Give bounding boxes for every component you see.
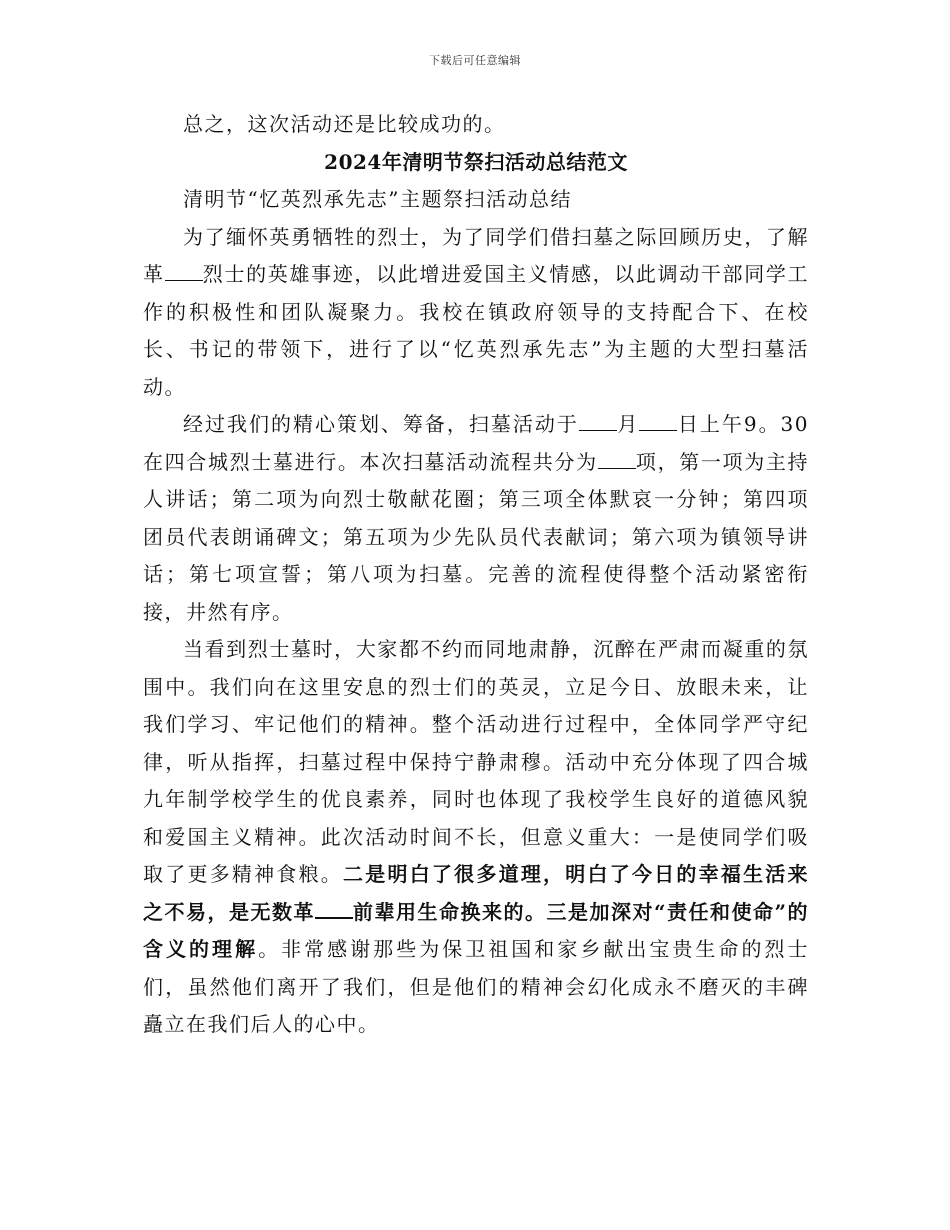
document-subtitle: 清明节“忆英烈承先志”主题祭扫活动总结 [183,187,572,211]
paragraph-3-bold-b: 前辈用生命换来的。三是加深对“责任和使命”的含义的理解 [143,899,810,961]
paragraph-1 [143,219,809,407]
paragraph-3-part-c: 。非常感谢那些为保卫祖国和家乡献出宝贵生命的烈士们，虽然他们离开了我们，但是他们的精神会幻化成永不磨灭的丰碑矗立在我们后人的心中。 [143,937,810,1036]
blank-field [165,262,203,281]
paragraph-2-part-c: 日上午9。30在四合城烈士墓进行。本次扫墓活动流程共分为 [143,412,810,474]
document-body [143,106,809,1044]
paragraph-2-part-b: 月 [616,412,640,436]
paragraph-3 [143,631,809,1044]
paragraph-1-part-b: 烈士的英雄事迹，以此增进爱国主义情感，以此调动干部同学工作的积极性和团队凝聚力。我校在镇政府领导的支持配合下、在校长、书记的带领下，进行了以“忆英烈承先志”为主题的大型扫墓活动。 [143,262,810,399]
blank-field-bold [315,899,353,919]
paragraph-2-part-a: 经过我们的精心策划、筹备，扫墓活动于 [183,412,579,436]
blank-day [639,412,677,431]
closing-line: 总之，这次活动还是比较成功的。 [183,112,506,136]
paragraph-1-part-a: 为了缅怀英勇牺牲的烈士，为了同学们借扫墓之际回顾历史，了解革 [143,224,809,286]
blank-month [579,412,617,431]
document-title: 2024年清明节祭扫活动总结范文 [324,149,628,174]
header-note: 下载后可任意编辑 [429,54,521,67]
paragraph-2 [143,406,809,631]
paragraph-3-part-a: 当看到烈士墓时，大家都不约而同地肃静，沉醉在严肃而凝重的氛围中。我们向在这里安息的烈士们的英灵，立足今日、放眼未来，让我们学习、牢记他们的精神。整个活动进行过程中，全体同学严守纪律，听从指挥，扫墓过程中保持宁静肃穆。活动中充分体现了四合城九年制学校学生的优良素养，同时也体现了我校学生良好的道德风貌和爱国主义精神。此次活动时间不长，但意义重大：一是使同学们吸取了更多精神食粮。 [143,637,809,886]
paragraph-3-bold-a: 二是明白了很多道理，明白了今日的幸福生活来之不易，是无数革 [143,862,810,924]
blank-count [598,450,636,469]
paragraph-2-part-d: 项，第一项为主持人讲话；第二项为向烈士敬献花圈；第三项全体默哀一分钟；第四项团员代表朗诵碑文；第五项为少先队员代表献词；第六项为镇领导讲话；第七项宣誓；第八项为扫墓。完善的流程使得整个活动紧密衔接，井然有序。 [143,449,810,624]
